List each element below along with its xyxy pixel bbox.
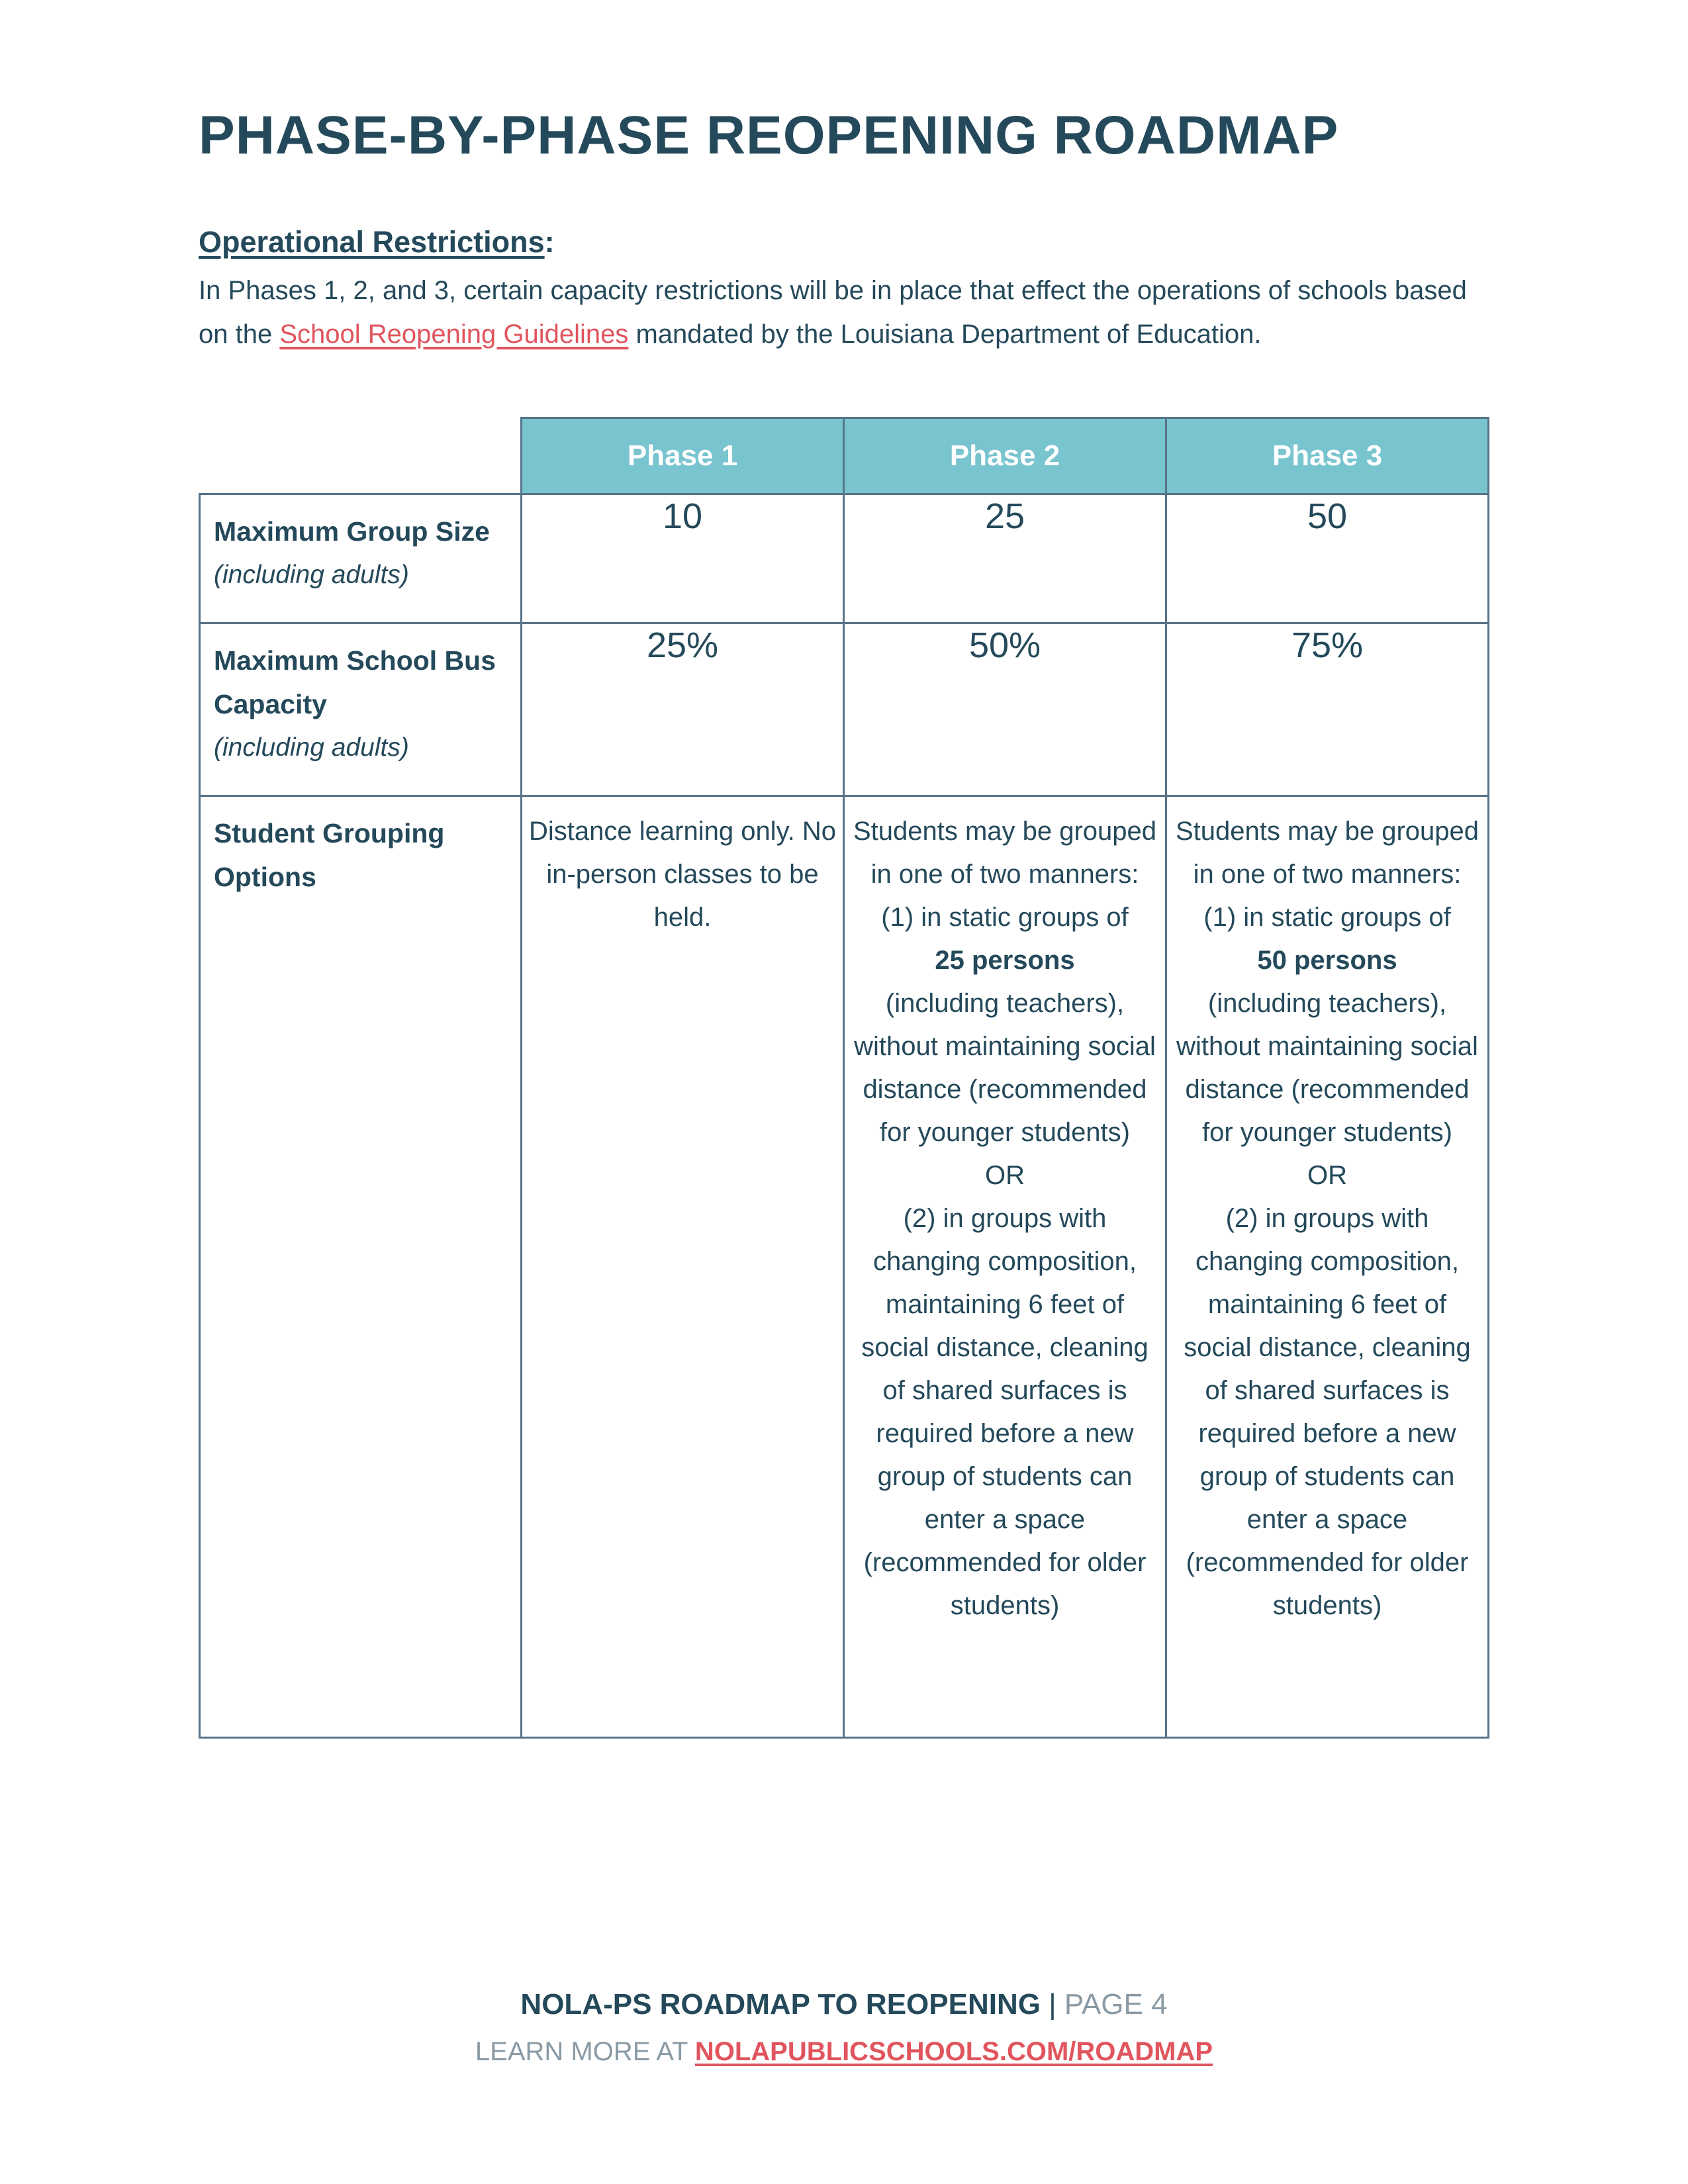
group-size-phase-2: 25 xyxy=(844,494,1166,623)
group-size-phase-3: 50 xyxy=(1166,494,1489,623)
page-title: PHASE-BY-PHASE REOPENING ROADMAP xyxy=(199,105,1339,165)
section-heading-text: Operational Restrictions xyxy=(199,225,545,259)
grouping-option-1-post: (including teachers), without maintaining social distance (recommended for younger students) xyxy=(1176,989,1478,1147)
table-header-row xyxy=(200,418,1489,494)
grouping-option-1-size: 50 persons xyxy=(1257,946,1397,975)
row-label: Maximum School Bus Capacity xyxy=(214,645,496,719)
bus-capacity-phase-1: 25% xyxy=(522,623,844,796)
table-row-group-size xyxy=(200,494,1489,623)
row-label: Student Grouping Options xyxy=(214,818,445,892)
row-label-cell xyxy=(200,623,522,796)
grouping-phase-1-text: Distance learning only. No in-person classes to be held. xyxy=(529,817,836,932)
group-size-phase-1: 10 xyxy=(522,494,844,623)
row-sublabel: (including adults) xyxy=(214,733,409,762)
footer-title-line xyxy=(0,1988,1688,2021)
footer-roadmap-link[interactable]: NOLAPUBLICSCHOOLS.COM/ROADMAP xyxy=(694,2037,1213,2066)
bus-capacity-phase-2: 50% xyxy=(844,623,1166,796)
grouping-option-1-post: (including teachers), without maintaining social distance (recommended for younger students) xyxy=(854,989,1156,1147)
header-blank-cell xyxy=(200,418,522,494)
header-phase-1: Phase 1 xyxy=(522,418,844,494)
grouping-intro: Students may be grouped in one of two manners: xyxy=(1175,817,1479,889)
section-heading-colon: : xyxy=(544,225,555,259)
grouping-intro: Students may be grouped in one of two manners: xyxy=(853,817,1157,889)
grouping-or: OR xyxy=(985,1161,1025,1190)
grouping-phase-3 xyxy=(1166,796,1489,1738)
grouping-option-2: (2) in groups with changing composition, maintaining 6 feet of social distance, cleaning of shared surfaces is required before a new group of students can enter a space (recommended for older students) xyxy=(1184,1204,1471,1620)
grouping-option-2: (2) in groups with changing composition, maintaining 6 feet of social distance, cleaning of shared surfaces is required before a new group of students can enter a space (recommended for older students) xyxy=(861,1204,1149,1620)
intro-paragraph xyxy=(199,269,1483,356)
row-sublabel: (including adults) xyxy=(214,561,409,589)
intro-text-1: In Phases 1, 2, and 3, certain capacity restrictions will be in place that effect the operations of schools based on the xyxy=(199,276,1467,349)
grouping-phase-2 xyxy=(844,796,1166,1738)
footer-separator: | xyxy=(1040,1988,1064,2021)
header-phase-3: Phase 3 xyxy=(1166,418,1489,494)
intro-text-2: mandated by the Louisiana Department of Education. xyxy=(628,320,1262,349)
header-phase-2: Phase 2 xyxy=(844,418,1166,494)
row-label: Maximum Group Size xyxy=(214,516,490,547)
restrictions-table xyxy=(199,417,1489,1739)
grouping-option-1-pre: (1) in static groups of xyxy=(881,903,1129,932)
bus-capacity-phase-3: 75% xyxy=(1166,623,1489,796)
footer-learn-more xyxy=(0,2037,1688,2067)
guidelines-link[interactable]: School Reopening Guidelines xyxy=(279,320,629,349)
row-label-cell xyxy=(200,494,522,623)
footer-learn-more-text: LEARN MORE AT xyxy=(475,2037,695,2066)
footer-page-number: PAGE 4 xyxy=(1064,1988,1168,2021)
table-row-bus-capacity xyxy=(200,623,1489,796)
table-row-grouping-options xyxy=(200,796,1489,1738)
section-heading xyxy=(199,225,555,259)
row-label-cell xyxy=(200,796,522,1738)
grouping-option-1-size: 25 persons xyxy=(935,946,1075,975)
grouping-phase-1 xyxy=(522,796,844,1738)
footer-doc-title: NOLA-PS ROADMAP TO REOPENING xyxy=(520,1988,1041,2021)
grouping-option-1-pre: (1) in static groups of xyxy=(1203,903,1451,932)
grouping-or: OR xyxy=(1307,1161,1347,1190)
